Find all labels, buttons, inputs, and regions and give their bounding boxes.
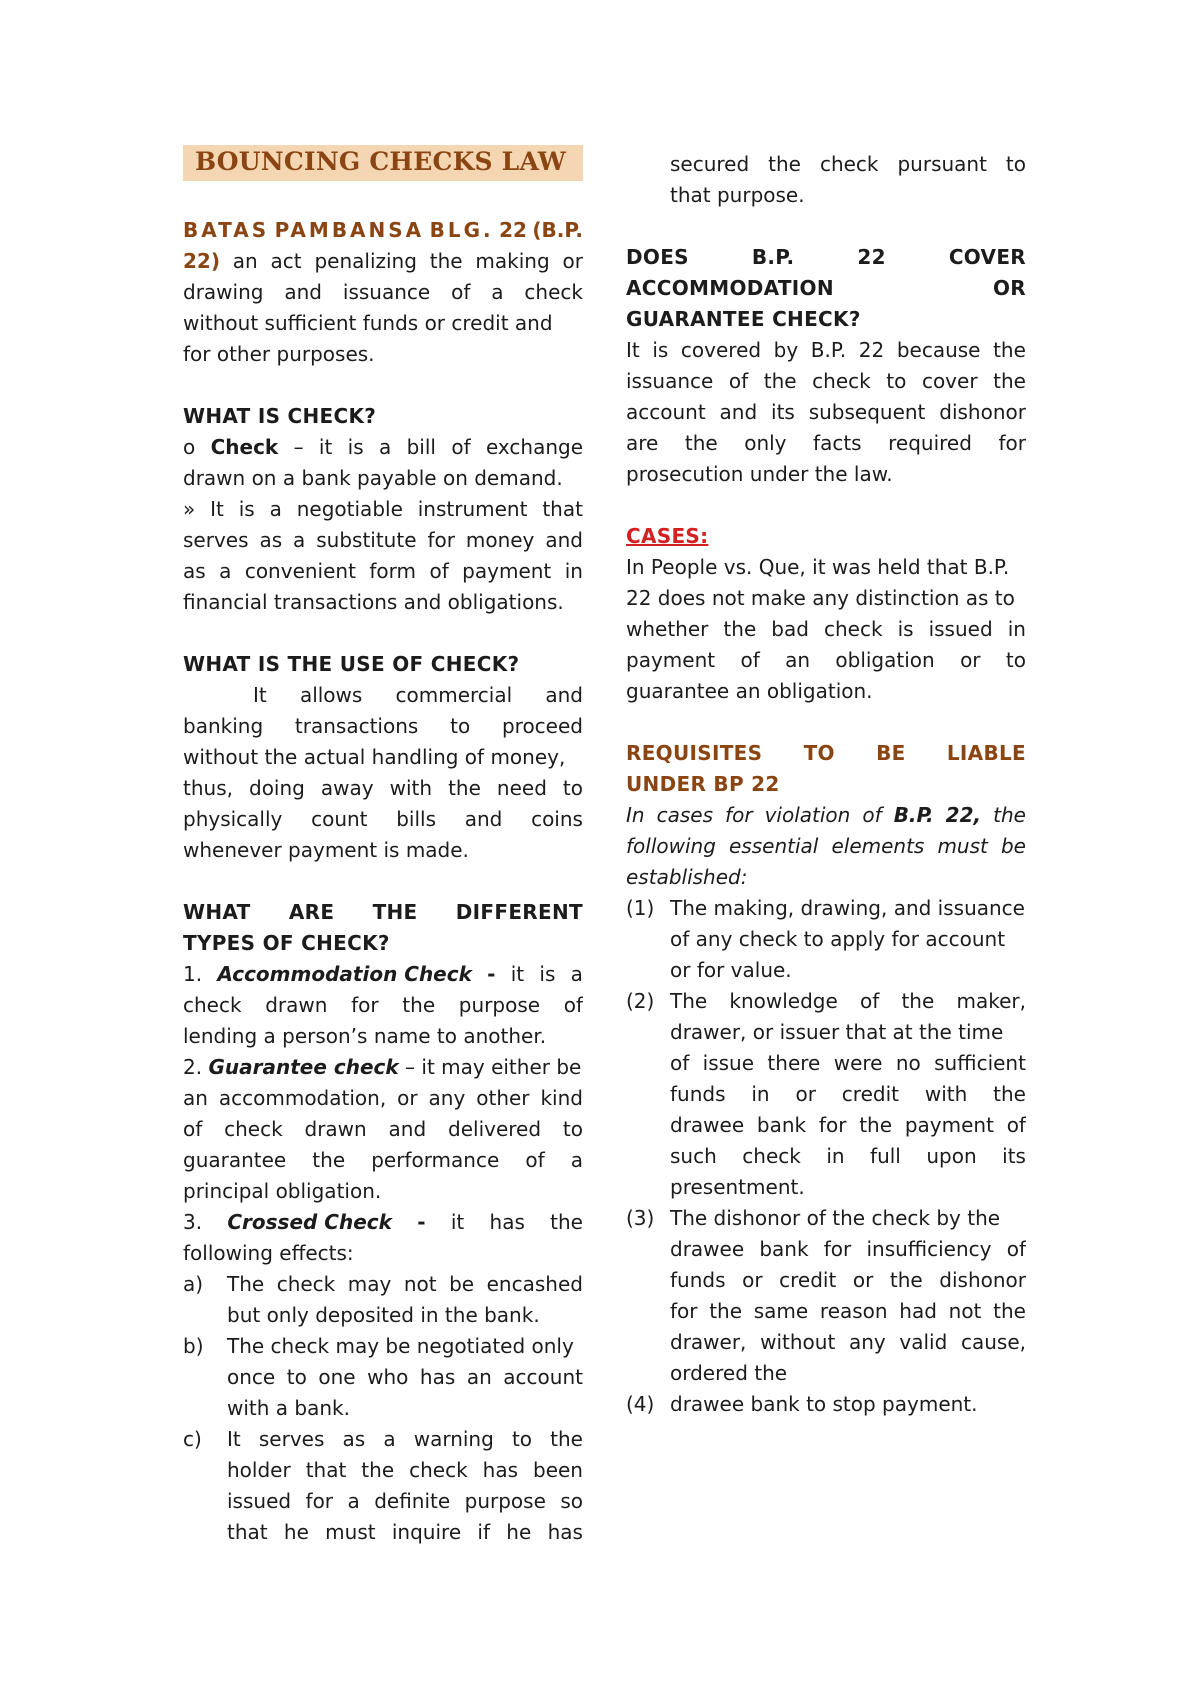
requisites-heading: REQUISITES TO BE LIABLE	[626, 741, 1026, 765]
effect-a: a) The check may not be encashed	[183, 1269, 583, 1300]
type-accommodation: 1. Accommodation Check - it is a	[183, 959, 583, 990]
type-number: 2.	[183, 1055, 203, 1079]
type-term: Guarantee check	[208, 1055, 399, 1079]
what-is-check-heading: WHAT IS CHECK?	[183, 404, 377, 428]
check-term: Check	[210, 435, 279, 459]
accommodation-heading: DOES B.P. 22 COVER	[626, 245, 1026, 269]
type-guarantee: 2. Guarantee check – it may either be	[183, 1055, 582, 1079]
check-definition: o Check – it is a bill of exchange	[183, 432, 583, 463]
cases-text: In People vs. Que, it was held that B.P.	[626, 555, 1010, 579]
effect-marker: a)	[183, 1272, 204, 1296]
type-term: Crossed Check	[227, 1210, 392, 1234]
types-heading: WHAT ARE THE DIFFERENT	[183, 900, 583, 924]
effect-c: c) It serves as a warning to the	[183, 1424, 583, 1455]
arrow-bullet: »	[183, 497, 196, 521]
requisite-marker: (3)	[626, 1206, 655, 1230]
document-title: BOUNCING CHECKS LAW	[195, 147, 567, 176]
requisites-intro: In cases for violation of B.P. 22, the	[626, 803, 1026, 827]
bullet-marker: o	[183, 435, 196, 459]
intro-line: BATAS PAMBANSA BLG. 22 (B.P.	[183, 218, 583, 242]
requisite-text: drawee bank to stop payment.	[670, 1392, 978, 1416]
requisite-marker: (4)	[626, 1392, 655, 1416]
type-term: Accommodation Check	[217, 962, 472, 986]
effect-marker: c)	[183, 1427, 202, 1451]
effect-c-continued: secured the check pursuant to	[670, 152, 1026, 176]
accommodation-answer: It is covered by B.P. 22 because the	[626, 338, 1026, 362]
title-banner	[183, 145, 583, 181]
effect-b: b) The check may be negotiated only	[183, 1331, 583, 1362]
effect-marker: b)	[183, 1334, 204, 1358]
requisite-4	[626, 1389, 1026, 1420]
type-number: 3.	[183, 1210, 203, 1234]
cases-heading: CASES:	[626, 524, 709, 548]
type-crossed: 3. Crossed Check - it has the	[183, 1207, 583, 1238]
requisite-3: (3) The dishonor of the check by the	[626, 1203, 1026, 1234]
check-negotiable: » It is a negotiable instrument that	[183, 494, 583, 525]
requisite-marker: (1)	[626, 896, 655, 920]
requisite-2: (2) The knowledge of the maker,	[626, 986, 1026, 1017]
use-of-check-heading: WHAT IS THE USE OF CHECK?	[183, 652, 520, 676]
document-page: BOUNCING CHECKS LAW BATAS PAMBANSA BLG. 22 (B.P. 22) an act penalizing the making or drawing and issuance of a check without sufficient funds or credit and for other purposes. WHAT IS CHECK? o Check – it is a bill of exchange drawn on a bank payable on demand. » It is a negotiable instrument that serves as a substitute for money and as a convenient form of payment in financial transactions and obligations. WHAT IS THE USE OF CHECK? It allows commercial and banking transactions to proceed without the actual handling of money, thus, doing away with the need to physically count bills and coins whenever payment is made. WHAT ARE THE DIFFERENT TYPES OF CHECK? 1. Accommodation Check - it is a check drawn for the purpose of lending a person’s name to another. 2. Guarantee check – it may either be an accommodation, or any other kind of check drawn and delivered to guarantee the performance of a principal obligation. 3. Crossed Check - it has the following effects: a) The check may not be encashed but only deposited in the bank. b) The check may be negotiated only once to one who has an account with a bank. c) It serves as a warning to the holder that the check has been issued for a definite purpose so that he must inquire if he has secured the check pursuant to that purpose. DOES B.P. 22 COVER ACCOMMODATION OR GUARANTEE CHECK? It is covered by B.P. 22 because the issuance of the check to cover the account and its subsequent dishonor are the only facts required for prosecution under the law. CASES: In People vs. Que, it was held that B.P. 22 does not make any distinction as to whether the bad check is issued in payment of an obligation or to guarantee an obligation. REQUISITES TO BE LIABLE UNDER BP 22 In cases for violation of B.P. 22, the following essential elements must be established: (1) The making, drawing, and issuance of any check to apply for account or for value. (2) The knowledge of the maker, drawer, or issuer that at the time of issue there were no sufficient funds in or credit with the drawee bank for the payment of such check in full upon its presentment. (3) The dishonor of the check by the drawee bank for insufficiency of funds or credit or the dishonor for the same reason had not the drawer, without any valid cause, ordered the (4) drawee bank to stop payment.	[183, 147, 1026, 1544]
type-number: 1.	[183, 962, 203, 986]
requisite-1: (1) The making, drawing, and issuance	[626, 893, 1026, 924]
requisite-marker: (2)	[626, 989, 655, 1013]
